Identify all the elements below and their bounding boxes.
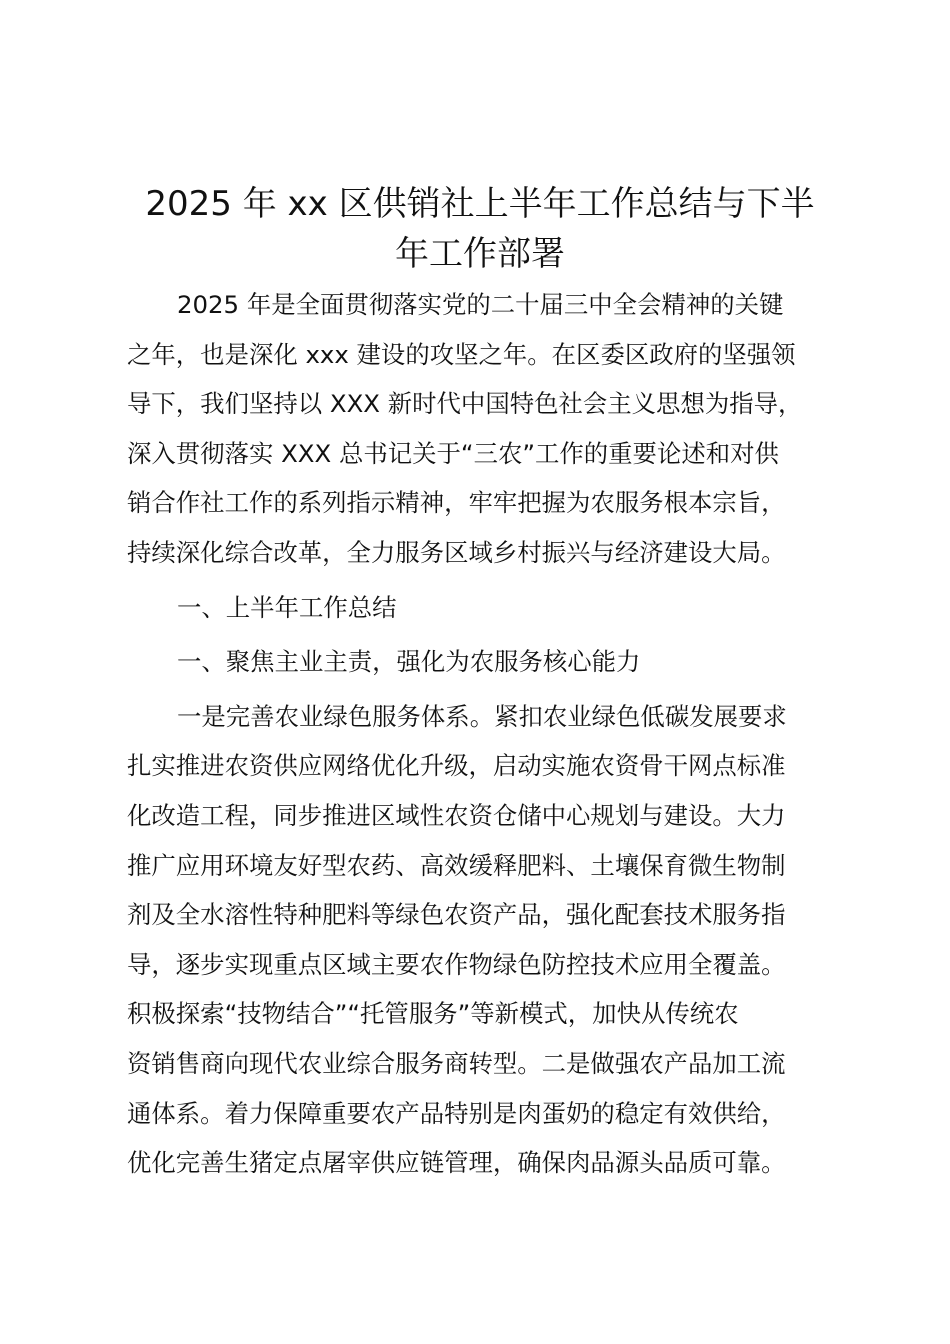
section-heading-1: 一、上半年工作总结 [177,592,397,622]
section-paragraph-line: 通体系。着力保障重要农产品特别是肉蛋奶的稳定有效供给， [127,1098,786,1128]
intro-paragraph-line: 持续深化综合改革，全力服务区域乡村振兴与经济建设大局。 [127,537,786,567]
section-paragraph-line: 积极探索“技物结合”“托管服务”等新模式，加快从传统农 [127,999,739,1029]
intro-paragraph-line: 销合作社工作的系列指示精神，牢牢把握为农服务根本宗旨， [127,488,786,518]
section-paragraph-line: 扎实推进农资供应网络优化升级，启动实施农资骨干网点标准 [127,751,786,781]
section-paragraph-line: 资销售商向现代农业综合服务商转型。二是做强农产品加工流 [127,1048,786,1078]
title-line-2: 年工作部署 [395,234,565,274]
document-title [120,179,840,279]
document-body [127,280,839,1188]
section-heading-2: 一、聚焦主业主责，强化为农服务核心能力 [177,647,641,677]
title-line-1: 2025 年 xx 区供销社上半年工作总结与下半 [145,184,815,224]
section-paragraph-line: 化改造工程，同步推进区域性农资仓储中心规划与建设。大力 [127,800,786,830]
section-paragraph-line: 优化完善生猪定点屠宰供应链管理，确保肉品源头品质可靠。 [127,1148,786,1178]
intro-paragraph-line: 之年，也是深化 xxx 建设的攻坚之年。在区委区政府的坚强领 [127,339,796,369]
intro-paragraph-line: 深入贯彻落实 XXX 总书记关于“三农”工作的重要论述和对供 [127,438,779,468]
intro-paragraph-line: 导下，我们坚持以 XXX 新时代中国特色社会主义思想为指导， [127,389,803,419]
section-paragraph-line: 导，逐步实现重点区域主要农作物绿色防控技术应用全覆盖。 [127,949,786,979]
section-paragraph-line: 一是完善农业绿色服务体系。紧扣农业绿色低碳发展要求 [177,701,787,731]
section-paragraph-line: 剂及全水溶性特种肥料等绿色农资产品，强化配套技术服务指 [127,900,786,930]
intro-paragraph-line: 2025 年是全面贯彻落实党的二十届三中全会精神的关键 [177,290,784,319]
section-paragraph-line: 推广应用环境友好型农药、高效缓释肥料、土壤保育微生物制 [127,850,786,880]
